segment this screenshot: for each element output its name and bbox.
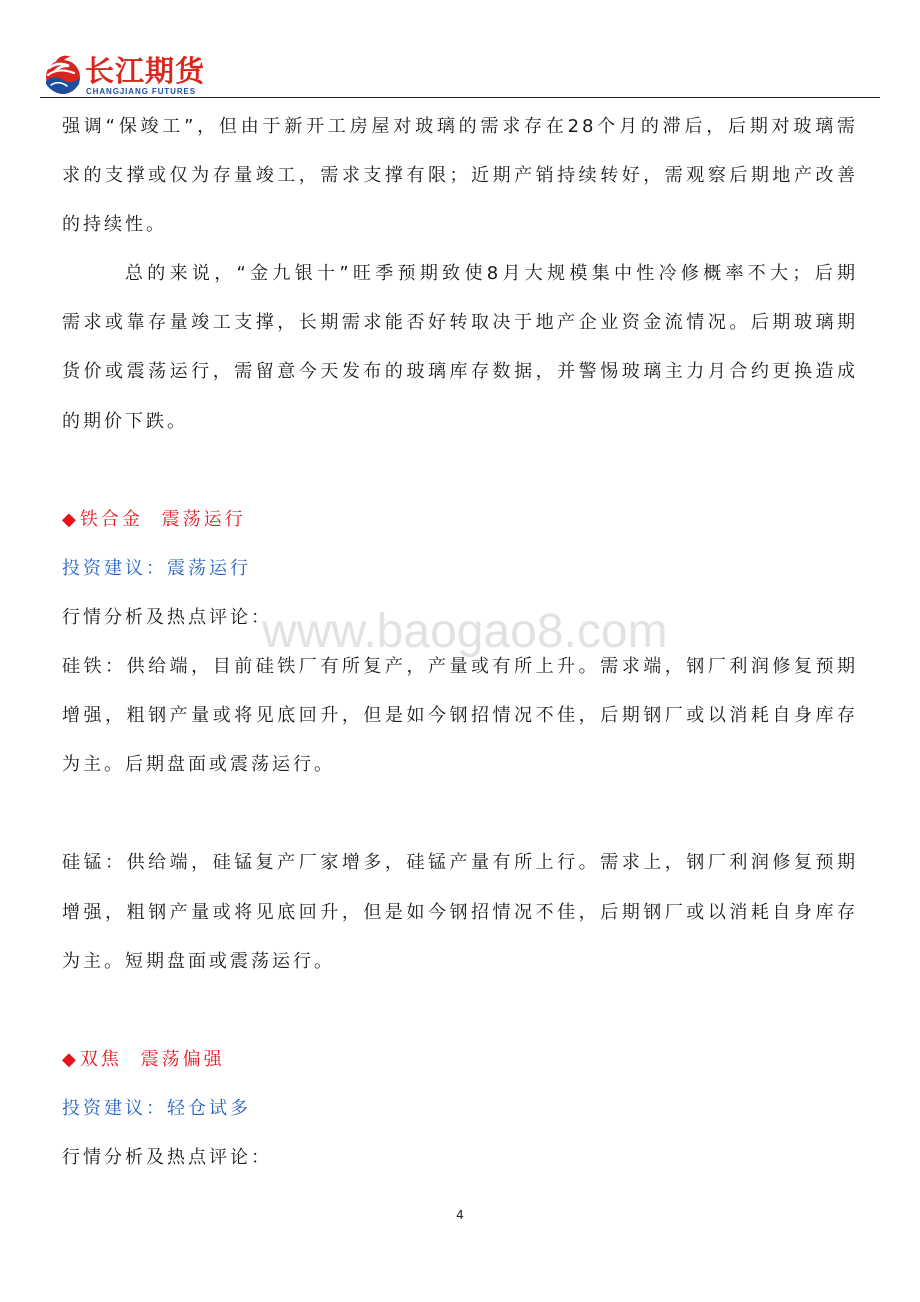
brand-name: 长江期货 <box>85 54 206 88</box>
blank-line <box>62 986 858 1035</box>
text-line: 增强，粗钢产量或将见底回升，但是如今钢招情况不佳，后期钢厂或以消耗自身库存 <box>62 705 858 727</box>
brand-english-name: CHANGJIANG FUTURES <box>86 87 196 96</box>
text-line: 为主。后期盘面或震荡运行。 <box>62 754 335 776</box>
investment-advice: 投资建议：震荡运行 <box>62 557 251 579</box>
glass-paragraph-2 <box>62 249 858 445</box>
section-heading-title: 铁合金 震荡运行 <box>79 508 246 530</box>
analysis-label: 行情分析及热点评论： <box>62 1146 272 1168</box>
section-heading-title: 双焦 震荡偏强 <box>79 1048 225 1070</box>
text-line: 硅铁：供给端，目前硅铁厂有所复产，产量或有所上升。需求端，钢厂利润修复预期 <box>62 656 858 678</box>
watermark: www.baogao8.com <box>262 605 668 658</box>
changjiang-futures-logo-icon <box>43 52 83 96</box>
report-body <box>62 102 858 1182</box>
text-line: 求的支撑或仅为存量竣工，需求支撑有限；近期产销持续转好，需观察后期地产改善 <box>62 165 858 187</box>
text-line: 硅锰：供给端，硅锰复产厂家增多，硅锰产量有所上行。需求上，钢厂利润修复预期 <box>62 852 858 874</box>
text-line: 需求或靠存量竣工支撑，长期需求能否好转取决于地产企业资金流情况。后期玻璃期 <box>62 312 858 334</box>
diamond-bullet-icon: ◆ <box>62 508 79 530</box>
silicon-iron-paragraph <box>62 642 858 789</box>
text-line: 为主。短期盘面或震荡运行。 <box>62 950 335 972</box>
glass-paragraph-1 <box>62 102 858 249</box>
text-line: 总的来说，“金九银十”旺季预期致使8月大规模集中性冷修概率不大；后期 <box>125 263 858 285</box>
section-heading-ferroalloy <box>62 495 858 544</box>
page-number: 4 <box>456 1208 464 1222</box>
section-heading-coking <box>62 1035 858 1084</box>
investment-advice: 投资建议：轻仓试多 <box>62 1097 251 1119</box>
header-rule <box>40 97 880 98</box>
blank-line <box>62 446 858 495</box>
text-line: 增强，粗钢产量或将见底回升，但是如今钢招情况不佳，后期钢厂或以消耗自身库存 <box>62 901 858 923</box>
text-line: 的期价下跌。 <box>62 410 188 432</box>
blank-line <box>62 789 858 838</box>
diamond-bullet-icon: ◆ <box>62 1048 79 1070</box>
text-line: 强调“保竣工”，但由于新开工房屋对玻璃的需求存在28个月的滞后，后期对玻璃需 <box>62 116 858 137</box>
text-line: 货价或震荡运行，需留意今天发布的玻璃库存数据，并警惕玻璃主力月合约更换造成 <box>62 361 858 383</box>
text-line: 的持续性。 <box>62 214 167 236</box>
silicon-manganese-paragraph <box>62 838 858 985</box>
analysis-label: 行情分析及热点评论： <box>62 606 272 628</box>
